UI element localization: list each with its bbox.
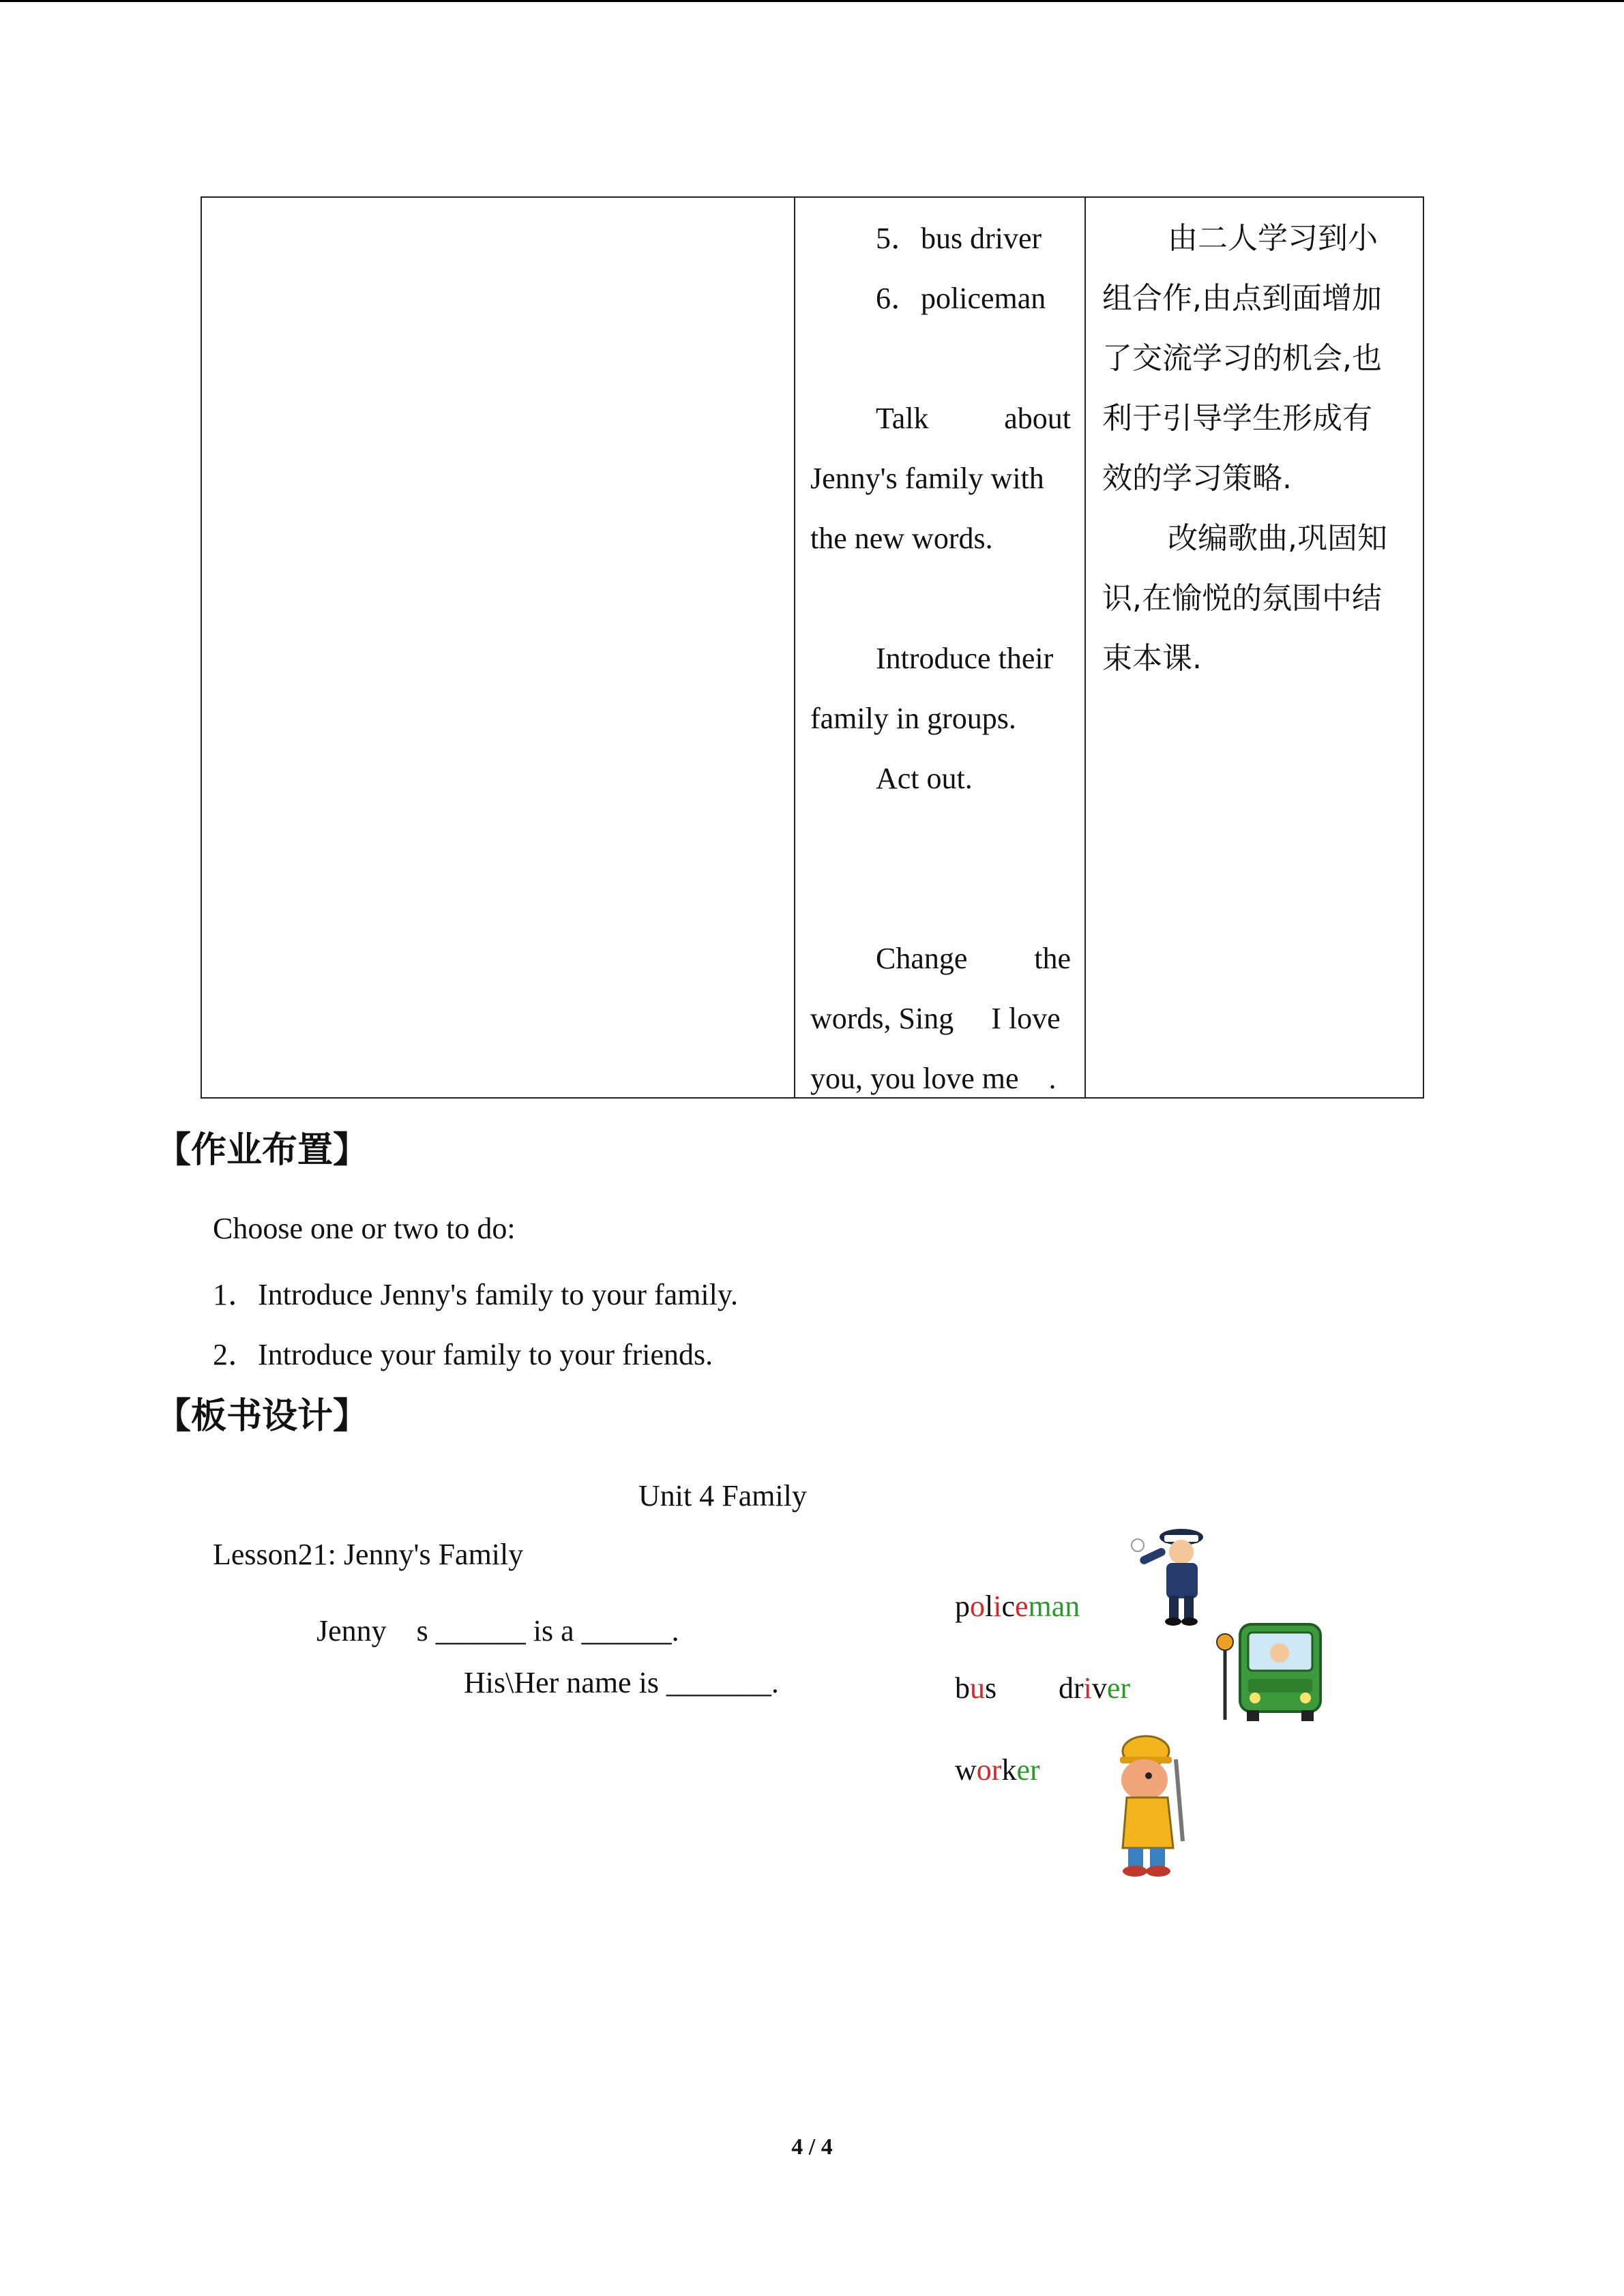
intent-line: 识,在愉悦的氛围中结: [1102, 581, 1382, 616]
intent-line: 了交流学习的机会,也: [1102, 341, 1382, 376]
change-line-1: Change the: [876, 942, 1071, 975]
board-lesson-title: Lesson21: Jenny's Family: [213, 1538, 524, 1571]
homework-intro: Choose one or two to do:: [213, 1212, 516, 1245]
bus-illustration-icon: [1207, 1617, 1330, 1727]
vocab-item-5: 5．bus driver: [876, 222, 1042, 255]
change-line-3: you, you love me .: [810, 1062, 1057, 1095]
board-unit-title: Unit 4 Family: [638, 1479, 807, 1512]
intent-line: 改编歌曲,巩固知: [1168, 521, 1387, 556]
vocab-item-6: 6．policeman: [876, 282, 1046, 315]
talk-line-3: the new words.: [810, 522, 993, 555]
lesson-table: [201, 196, 1424, 1099]
word-driver: driver: [1059, 1671, 1131, 1705]
word-bus: bus: [955, 1671, 997, 1705]
intent-line: 组合作,由点到面增加: [1102, 281, 1382, 316]
intro-line-2: family in groups.: [810, 702, 1016, 735]
talk-line-1: Talk about: [876, 402, 1071, 435]
worker-illustration-icon: [1099, 1732, 1202, 1882]
intent-line: 由二人学习到小: [1168, 221, 1378, 256]
change-line-2: words, Sing I love: [810, 1002, 1061, 1035]
policeman-illustration-icon: [1125, 1525, 1221, 1634]
homework-item-1: 1．Introduce Jenny's family to your family.: [213, 1278, 739, 1311]
word-policeman: policeman: [955, 1590, 1080, 1623]
homework-heading: 【作业布置】: [156, 1130, 369, 1171]
top-border-line: [0, 0, 1624, 2]
act-out: Act out.: [876, 762, 973, 795]
homework-item-2: 2．Introduce your family to your friends.: [213, 1338, 713, 1371]
design-intent-cell: [1086, 198, 1423, 1097]
board-heading: 【板书设计】: [156, 1396, 369, 1437]
word-worker: worker: [955, 1753, 1040, 1787]
page-number: 4 / 4: [791, 2134, 833, 2160]
intro-line-1: Introduce their: [876, 642, 1054, 675]
student-activity-cell: [795, 198, 1084, 1097]
board-pattern-2: His\Her name is _______.: [464, 1666, 779, 1699]
board-pattern-1: Jenny s ______ is a ______.: [316, 1614, 679, 1648]
intent-line: 效的学习策略.: [1102, 461, 1292, 496]
intent-line: 利于引导学生形成有: [1102, 401, 1372, 436]
talk-line-2: Jenny's family with: [810, 462, 1044, 495]
intent-line: 束本课.: [1102, 641, 1202, 676]
